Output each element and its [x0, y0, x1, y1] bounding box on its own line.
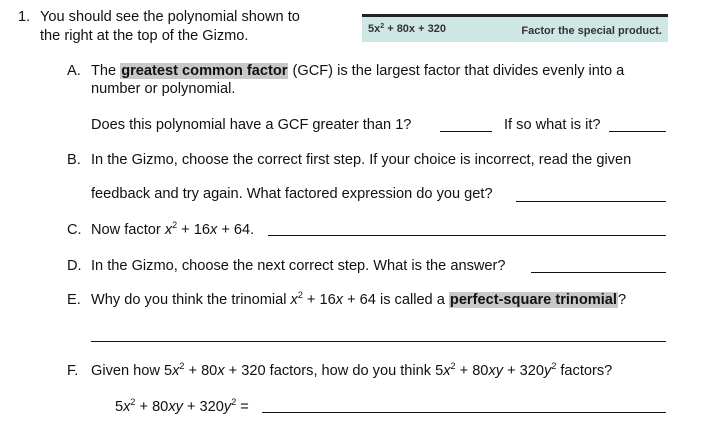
part-a-letter: A.	[67, 63, 81, 79]
gcf-highlight: greatest common factor	[121, 63, 288, 79]
part-b-line-2: feedback and try again. What factored expression do you get?	[91, 186, 493, 202]
gcf-yes-no-blank[interactable]	[440, 131, 492, 132]
gizmo-polynomial: $5x^2 + 80x + 320$	[368, 23, 446, 35]
part-a-line-2: number or polynomial.	[91, 81, 236, 97]
part-e-letter: E.	[67, 292, 81, 308]
part-e-text: Why do you think the trinomial $x^2 + 16x + 64$ is called a perfect-square trinomial?	[91, 290, 627, 308]
part-f-equation: $5x^2 + 80xy + 320y^2$ =	[115, 397, 249, 415]
question-number: 1.	[18, 9, 31, 25]
part-f-answer-blank[interactable]	[262, 412, 666, 413]
part-e-answer-blank[interactable]	[91, 341, 666, 342]
part-b-answer-blank[interactable]	[516, 201, 666, 202]
intro-line-1: You should see the polynomial shown to	[40, 9, 300, 25]
part-d-answer-blank[interactable]	[531, 272, 666, 273]
part-a-line-1: The greatest common factor (GCF) is the largest factor that divides evenly into a	[91, 63, 625, 79]
gizmo-banner	[362, 14, 668, 42]
part-d-text: In the Gizmo, choose the next correct step. What is the answer?	[91, 258, 506, 274]
intro-line-2: the right at the top of the Gizmo.	[40, 28, 249, 44]
perfect-square-highlight: perfect-square trinomial	[449, 292, 617, 308]
part-f-letter: F.	[67, 363, 79, 379]
part-d-letter: D.	[67, 258, 82, 274]
part-b-line-1: In the Gizmo, choose the correct first step. If your choice is incorrect, read the given	[91, 152, 632, 168]
part-a-question-1: Does this polynomial have a GCF greater than 1?	[91, 117, 412, 133]
part-b-letter: B.	[67, 152, 81, 168]
part-a-question-2: If so what is it?	[504, 117, 601, 133]
part-c-text: Now factor $x^2 + 16x + 64$.	[91, 220, 255, 238]
part-c-letter: C.	[67, 222, 82, 238]
part-f-text: Given how $5x^2 + 80x + 320$ factors, how do you think $5x^2 + 80xy + 320y^2$ factors?	[91, 361, 613, 379]
gizmo-instruction: Factor the special product.	[521, 25, 662, 37]
part-c-answer-blank[interactable]	[268, 235, 666, 236]
gcf-value-blank[interactable]	[609, 131, 666, 132]
